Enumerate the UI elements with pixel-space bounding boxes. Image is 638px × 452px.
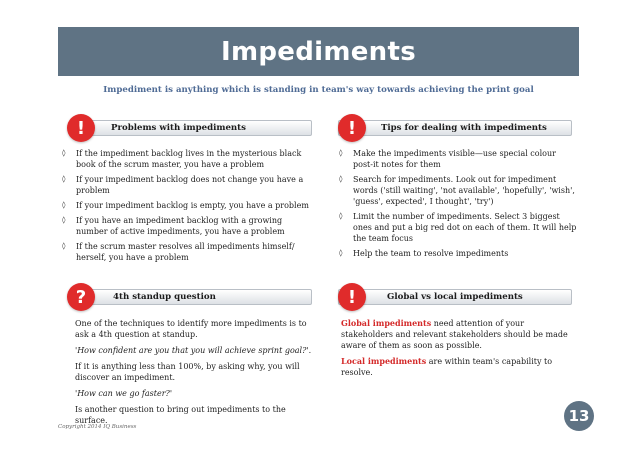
page-number-badge: 13 bbox=[564, 401, 594, 431]
problems-header-bar bbox=[72, 120, 312, 136]
tips-header-label: Tips for dealing with impediments bbox=[381, 123, 547, 133]
list-item: ◊ If your impediment backlog is empty, you have a problem bbox=[62, 201, 309, 210]
list-item: ◊ Search for impediments. Look out for impediment words ('still waiting', 'not available', 'hopefully', 'wish', 'guess', expected', I thought', 'try') bbox=[339, 175, 575, 206]
diamond-bullet-icon: ◊ bbox=[62, 216, 66, 224]
problems-exclamation-icon: ! bbox=[67, 114, 95, 142]
standup-quote: 'How confident are you that you will achieve sprint goal?'. bbox=[75, 346, 312, 355]
list-item: ◊ Limit the number of impediments. Select 3 biggest ones and put a big red dot on each of them. It will help the team focus bbox=[339, 212, 577, 243]
standup-quote: 'How can we go faster?' bbox=[75, 389, 173, 398]
global-local-text bbox=[341, 318, 573, 383]
standup-text bbox=[75, 318, 315, 431]
standup-header-label: 4th standup question bbox=[113, 292, 216, 302]
diamond-bullet-icon: ◊ bbox=[339, 249, 343, 257]
tips-exclamation-icon: ! bbox=[338, 114, 366, 142]
global-local-exclamation-icon: ! bbox=[338, 283, 366, 311]
diamond-bullet-icon: ◊ bbox=[339, 212, 343, 220]
list-item: ◊ If your impediment backlog does not change you have a problem bbox=[62, 175, 304, 195]
diamond-bullet-icon: ◊ bbox=[62, 175, 66, 183]
list-item: ◊ Help the team to resolve impediments bbox=[339, 249, 509, 258]
page-subtitle: Impediment is anything which is standing in team's way towards achieving the print goal bbox=[103, 85, 534, 95]
standup-paragraph: If it is anything less than 100%, by asking why, you will discover an impediment. bbox=[75, 362, 300, 382]
global-term: Global impediments bbox=[341, 318, 432, 328]
list-item: ◊ Make the impediments visible—use special colour post-it notes for them bbox=[339, 149, 556, 169]
copyright-text: Copyright 2014 IQ Business bbox=[58, 424, 137, 430]
page-title: Impediments bbox=[221, 36, 416, 67]
list-item: ◊ If you have an impediment backlog with a growing number of active impediments, you have a problem bbox=[62, 216, 285, 236]
diamond-bullet-icon: ◊ bbox=[62, 242, 66, 250]
diamond-bullet-icon: ◊ bbox=[62, 149, 66, 157]
standup-header-bar bbox=[72, 289, 312, 305]
list-item: ◊ If the impediment backlog lives in the mysterious black book of the scrum master, you have a problem bbox=[62, 149, 302, 169]
global-paragraph: Global impediments need attention of your stakeholders and relevant stakeholders should be made aware of them as soon as possible. bbox=[341, 318, 568, 350]
diamond-bullet-icon: ◊ bbox=[62, 201, 66, 209]
local-paragraph: Local impediments are within team's capability to resolve. bbox=[341, 356, 553, 377]
title-banner bbox=[58, 27, 579, 76]
problems-header-label: Problems with impediments bbox=[111, 123, 246, 133]
tips-list bbox=[339, 148, 577, 263]
global-local-header-label: Global vs local impediments bbox=[387, 292, 523, 302]
local-term: Local impediments bbox=[341, 356, 427, 366]
standup-question-icon: ? bbox=[67, 283, 95, 311]
diamond-bullet-icon: ◊ bbox=[339, 149, 343, 157]
problems-list bbox=[62, 148, 310, 267]
diamond-bullet-icon: ◊ bbox=[339, 175, 343, 183]
global-local-header-bar bbox=[338, 289, 572, 305]
tips-header-bar bbox=[338, 120, 572, 136]
standup-paragraph: Is another question to bring out impediments to the surface. bbox=[75, 405, 286, 425]
standup-paragraph: One of the techniques to identify more impediments is to ask a 4th question at standup. bbox=[75, 319, 307, 339]
list-item: ◊ If the scrum master resolves all impediments himself/ herself, you have a problem bbox=[62, 242, 295, 262]
